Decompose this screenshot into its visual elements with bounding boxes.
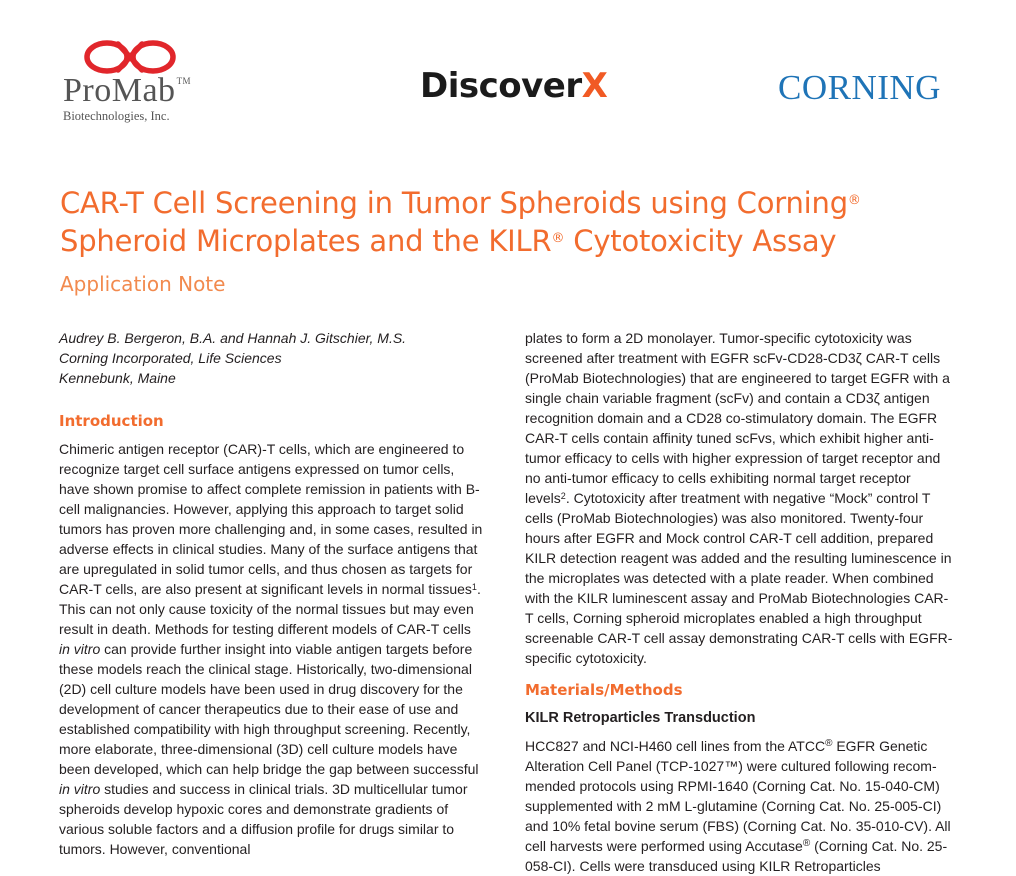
promab-knot-icon xyxy=(80,38,180,76)
discoverx-logo: DiscoverX xyxy=(420,66,608,106)
materials-methods-heading: Materials/Methods xyxy=(525,681,683,699)
discoverx-x: X xyxy=(581,66,608,106)
promab-logo xyxy=(60,38,210,128)
reference-1: 1 xyxy=(471,582,477,592)
right-column xyxy=(525,328,955,876)
promab-wordmark: ProMab™ xyxy=(63,72,192,109)
kilr-transduction-heading: KILR Retroparticles Transduction xyxy=(525,710,756,726)
promab-trademark: TM xyxy=(176,76,192,86)
introduction-heading: Introduction xyxy=(59,412,164,430)
authors-block xyxy=(59,328,484,388)
overview-paragraph: plates to form a 2D monolayer. Tumor-specific cytotoxicity was screened after treatment with EGFR scFv-CD28-CD3ζ CAR-T cells (ProMab Biotechnologies) that are engineered to target EGFR with a single chain variable fragment (scFv) and contain a CD3ζ antigen recognition domain and a CD28 co-stimulatory domain. The EGFR CAR-T cells contain affinity tuned scFvs, which exhibit higher anti-tumor efficacy to cells with higher expression of target receptor and no anti-tumor efficacy to cells exhibiting normal target receptor levels$^2$. Cytotoxicity after treatment with negative “Mock” control T cells (ProMab Biotechnologies) was also monitored. Twenty-four hours after EGFR and Mock control CAR-T cell addition, prepared KILR detection reagent was added and the resulting luminescence in the microplates was detected with a plate reader. When combined with the KILR luminescent assay and ProMab Biotechnologies CAR-T cells, Corning spheroid microplates enabled a high throughput screenable CAR-T cell assay demonstrating CAR-T cells with EGFR-specific cytotoxicity. xyxy=(525,330,953,666)
author-names: Audrey B. Bergeron, B.A. and Hannah J. Gitschier, M.S. xyxy=(59,330,407,346)
page-title: CAR-T Cell Screening in Tumor Spheroids using Corning® Spheroid Microplates and the KILR® Cytotoxicity Assay xyxy=(60,186,861,258)
logo-bar xyxy=(0,0,1016,140)
promab-subtitle: Biotechnologies, Inc. xyxy=(63,109,170,123)
reference-2: 2 xyxy=(560,491,566,501)
methods-paragraph: HCC827 and NCI-H460 cell lines from the ATCC® EGFR Genetic Alteration Cell Panel (TCP-1027™) were cultured following recommended protocols using RPMI-1640 (Corning Cat. No. 15-040-CM) supplemented with 2 mM L-glutamine (Corning Cat. No. 25-005-CI) and 10% fetal bovine serum (FBS) (Corning Cat. No. 35-010-CV). All cell harvests were performed using Accutase® (Corning Cat. No. 25-058-CI). Cells were transduced using KILR Retroparticles xyxy=(525,738,951,874)
corning-logo: CORNING xyxy=(778,68,941,107)
document-type: Application Note xyxy=(60,272,226,296)
left-column xyxy=(59,328,484,859)
author-affiliation: Corning Incorporated, Life Sciences xyxy=(59,350,282,366)
author-location: Kennebunk, Maine xyxy=(59,370,176,386)
introduction-paragraph: Chimeric antigen receptor (CAR)-T cells, which are engineered to recognize target cell surface antigens expressed on tumor cells, have shown promise to affect complete remission in patients with B-cell malignancies. However, applying this approach to target solid tumors has proven more challenging and, in some cases, resulted in adverse effects in clinical studies. Many of the surface antigens that are upregulated in solid tumor cells, and thus chosen as targets for CAR-T cells, are also present at significant levels in normal tissues$^1$. This can not only cause toxicity of the normal tissues but may even result in death. Methods for testing different models of CAR-T cells in vitro can provide further insight into viable antigen targets before these models reach the clinical stage. Historically, two-dimensional (2D) cell culture models have been used in drug discovery for the development of cancer therapeutics due to their ease of use and established compatibility with high throughput screening. Recently, more elaborate, three-dimensional (3D) cell culture models have been developed, which can help bridge the gap between successful in vitro studies and success in clinical trials. 3D multicellular tumor spheroids develop hypoxic cores and demonstrate gradients of various soluble factors and a diffusion profile for drugs similar to tumors. However, conventional xyxy=(59,441,483,857)
